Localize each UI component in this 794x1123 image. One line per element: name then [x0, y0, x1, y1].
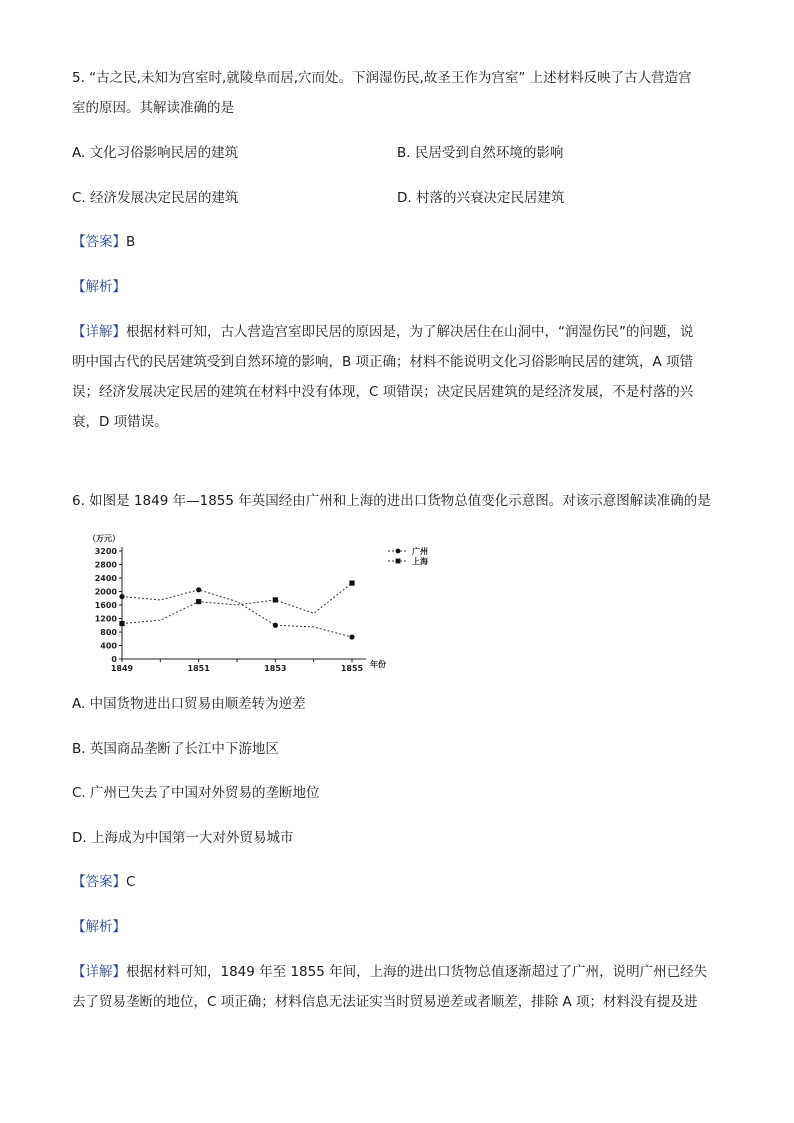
- y-tick-label: 2000: [94, 587, 117, 597]
- legend-label-0: 广州: [412, 547, 428, 556]
- answer-tag: 【答案】: [72, 234, 126, 250]
- q5-option-a: A. 文化习俗影响民居的建筑: [72, 145, 239, 161]
- data-point-circle: [196, 587, 201, 592]
- q5-option-d: D. 村落的兴衰决定民居建筑: [397, 190, 565, 206]
- x-tick-label: 1851: [187, 664, 210, 673]
- analysis-tag: 【解析】: [72, 279, 126, 295]
- data-point-circle: [273, 623, 278, 628]
- q5-option-c: C. 经济发展决定民居的建筑: [72, 190, 239, 206]
- detail-tag: 【详解】: [72, 964, 126, 980]
- series-line-0: [122, 590, 352, 637]
- q6-analysis-heading: [72, 917, 126, 937]
- data-point-square: [349, 580, 354, 585]
- q6-option-c: C. 广州已失去了中国对外贸易的垄断地位: [72, 785, 320, 801]
- q5-detail-line-1: [72, 322, 694, 342]
- x-tick-label: 1853: [264, 664, 287, 673]
- x-axis-label: 年份: [370, 660, 386, 669]
- q6-stem: 6. 如图是 1849 年—1855 年英国经由广州和上海的进出口货物总值变化示意图。对该示意图解读准确的是: [72, 493, 711, 509]
- q6-answer: [72, 872, 135, 892]
- legend-marker-circle: [396, 549, 401, 554]
- legend-label-1: 上海: [412, 557, 428, 566]
- legend-marker-square: [396, 559, 401, 564]
- q5-detail-line-3: 误；经济发展决定民居的建筑在材料中没有体现，C 项错误；决定民居建筑的是经济发展，不是村落的兴: [72, 384, 694, 400]
- q6-detail-line-1: [72, 962, 707, 982]
- q5-stem-line-1: 5. “古之民,未知为宫室时,就陵阜而居,穴而处。下润湿伤民,故圣王作为宫室” 上述材料反映了古人营造宫: [72, 70, 692, 86]
- y-tick-label: 2400: [94, 574, 117, 583]
- data-point-square: [119, 621, 124, 626]
- data-point-circle: [119, 594, 124, 599]
- y-tick-label: 1200: [94, 614, 117, 624]
- analysis-tag: 【解析】: [72, 919, 126, 935]
- trade-value-line-chart: [80, 527, 428, 675]
- q6-option-a: A. 中国货物进出口贸易由顺差转为逆差: [72, 696, 306, 712]
- q6-option-b: B. 英国商品垄断了长江中下游地区: [72, 741, 279, 757]
- q5-detail-line-2: 明中国古代的民居建筑受到自然环境的影响，B 项正确；材料不能说明文化习俗影响民居的建筑，A 项错: [72, 354, 694, 370]
- q6-detail-line-2: 去了贸易垄断的地位，C 项正确；材料信息无法证实当时贸易逆差或者顺差，排除 A 项；材料没有提及进: [72, 994, 698, 1010]
- detail-text: 根据材料可知，1849 年至 1855 年间，上海的进出口货物总值逐渐超过了广州，说明广州已经失: [126, 964, 708, 980]
- q5-detail-line-4: 衰，D 项错误。: [72, 414, 168, 430]
- q5-stem-line-2: 室的原因。其解读准确的是: [72, 100, 234, 116]
- detail-tag: 【详解】: [72, 324, 126, 340]
- detail-text: 根据材料可知，古人营造宫室即民居的原因是，为了解决居住在山洞中，“润湿伤民”的问题，说: [126, 324, 694, 340]
- data-point-circle: [349, 634, 354, 639]
- q6-option-d: D. 上海成为中国第一大对外贸易城市: [72, 830, 294, 846]
- answer-tag: 【答案】: [72, 874, 126, 890]
- y-tick-label: 3200: [94, 547, 117, 556]
- y-tick-label: 2800: [94, 560, 117, 570]
- y-tick-label: 800: [100, 628, 117, 637]
- y-tick-label: 0: [111, 655, 117, 664]
- series-line-1: [122, 583, 352, 624]
- q5-analysis-heading: [72, 277, 126, 297]
- q5-answer: [72, 232, 135, 252]
- y-tick-label: 400: [100, 641, 117, 651]
- data-point-square: [196, 599, 201, 604]
- answer-value: C: [126, 874, 136, 890]
- answer-value: B: [126, 234, 136, 250]
- x-tick-label: 1855: [340, 664, 364, 673]
- data-point-square: [273, 597, 278, 602]
- q5-option-b: B. 民居受到自然环境的影响: [397, 145, 564, 161]
- y-tick-label: 1600: [94, 601, 117, 610]
- x-tick-label: 1849: [110, 664, 134, 673]
- y-axis-label: （万元）: [88, 534, 120, 543]
